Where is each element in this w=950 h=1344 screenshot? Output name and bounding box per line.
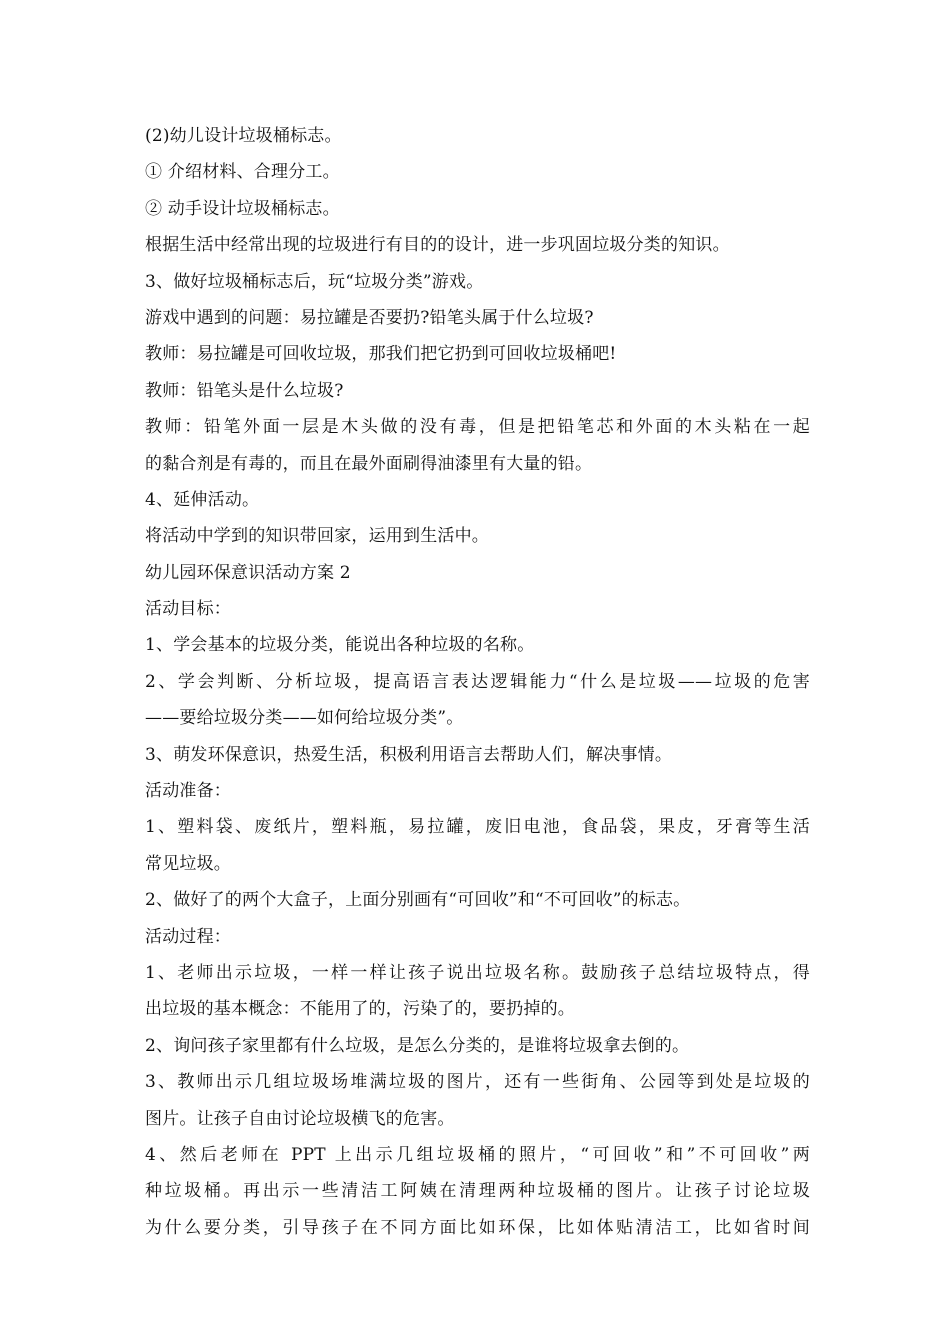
text-line: ② 动手设计垃圾桶标志。 bbox=[145, 198, 340, 219]
text-line: 幼儿园环保意识活动方案 2 bbox=[145, 562, 351, 583]
text-line: 将活动中学到的知识带回家，运用到生活中。 bbox=[145, 526, 489, 547]
text-line: 的黏合剂是有毒的，而且在最外面刷得油漆里有大量的铅。 bbox=[145, 453, 593, 474]
text-line: 教师：铅笔头是什么垃圾? bbox=[145, 380, 344, 401]
text-line: 为什么要分类，引导孩子在不同方面比如环保，比如体贴清洁工，比如省时间 bbox=[145, 1217, 810, 1238]
text-line: 教师：铅笔外面一层是木头做的没有毒，但是把铅笔芯和外面的木头粘在一起 bbox=[145, 417, 810, 438]
document-page bbox=[145, 118, 810, 1246]
text-line: 4、延伸活动。 bbox=[145, 489, 260, 510]
text-line: 3、萌发环保意识，热爱生活，积极利用语言去帮助人们，解决事情。 bbox=[145, 744, 673, 765]
text-line: 种垃圾桶。再出示一些清洁工阿姨在清理两种垃圾桶的图片。让孩子讨论垃圾 bbox=[145, 1181, 810, 1202]
text-line: 4、然后老师在 PPT 上出示几组垃圾桶的照片，“可回收”和”不可回收”两 bbox=[145, 1144, 810, 1165]
text-line: 1、学会基本的垃圾分类，能说出各种垃圾的名称。 bbox=[145, 635, 535, 656]
text-line: ——要给垃圾分类——如何给垃圾分类”。 bbox=[145, 708, 464, 729]
text-line: 2、做好了的两个大盒子，上面分别画有“可回收”和“不可回收”的标志。 bbox=[145, 890, 691, 911]
text-line: 出垃圾的基本概念：不能用了的，污染了的，要扔掉的。 bbox=[145, 999, 575, 1020]
text-line: 根据生活中经常出现的垃圾进行有目的的设计，进一步巩固垃圾分类的知识。 bbox=[145, 235, 730, 256]
text-line: 常见垃圾。 bbox=[145, 853, 231, 874]
text-line: (2)幼儿设计垃圾桶标志。 bbox=[145, 126, 342, 146]
text-line: 活动过程： bbox=[145, 926, 231, 947]
text-line: ① 介绍材料、合理分工。 bbox=[145, 162, 340, 183]
text-line: 活动目标： bbox=[145, 599, 231, 620]
text-line: 1、老师出示垃圾，一样一样让孩子说出垃圾名称。鼓励孩子总结垃圾特点，得 bbox=[145, 962, 810, 983]
text-line: 2、学会判断、分析垃圾，提高语言表达逻辑能力“什么是垃圾——垃圾的危害 bbox=[145, 671, 810, 692]
text-line: 3、教师出示几组垃圾场堆满垃圾的图片，还有一些街角、公园等到处是垃圾的 bbox=[145, 1072, 810, 1093]
text-line: 1、塑料袋、废纸片，塑料瓶，易拉罐，废旧电池，食品袋，果皮，牙膏等生活 bbox=[145, 817, 810, 838]
text-line: 活动准备： bbox=[145, 781, 231, 802]
text-line: 图片。让孩子自由讨论垃圾横飞的危害。 bbox=[145, 1108, 455, 1129]
text-line: 3、做好垃圾桶标志后，玩“垃圾分类”游戏。 bbox=[145, 271, 484, 292]
text-line: 教师：易拉罐是可回收垃圾，那我们把它扔到可回收垃圾桶吧! bbox=[145, 344, 617, 365]
text-line: 游戏中遇到的问题：易拉罐是否要扔?铅笔头属于什么垃圾? bbox=[145, 307, 594, 328]
text-line: 2、询问孩子家里都有什么垃圾，是怎么分类的，是谁将垃圾拿去倒的。 bbox=[145, 1035, 690, 1056]
